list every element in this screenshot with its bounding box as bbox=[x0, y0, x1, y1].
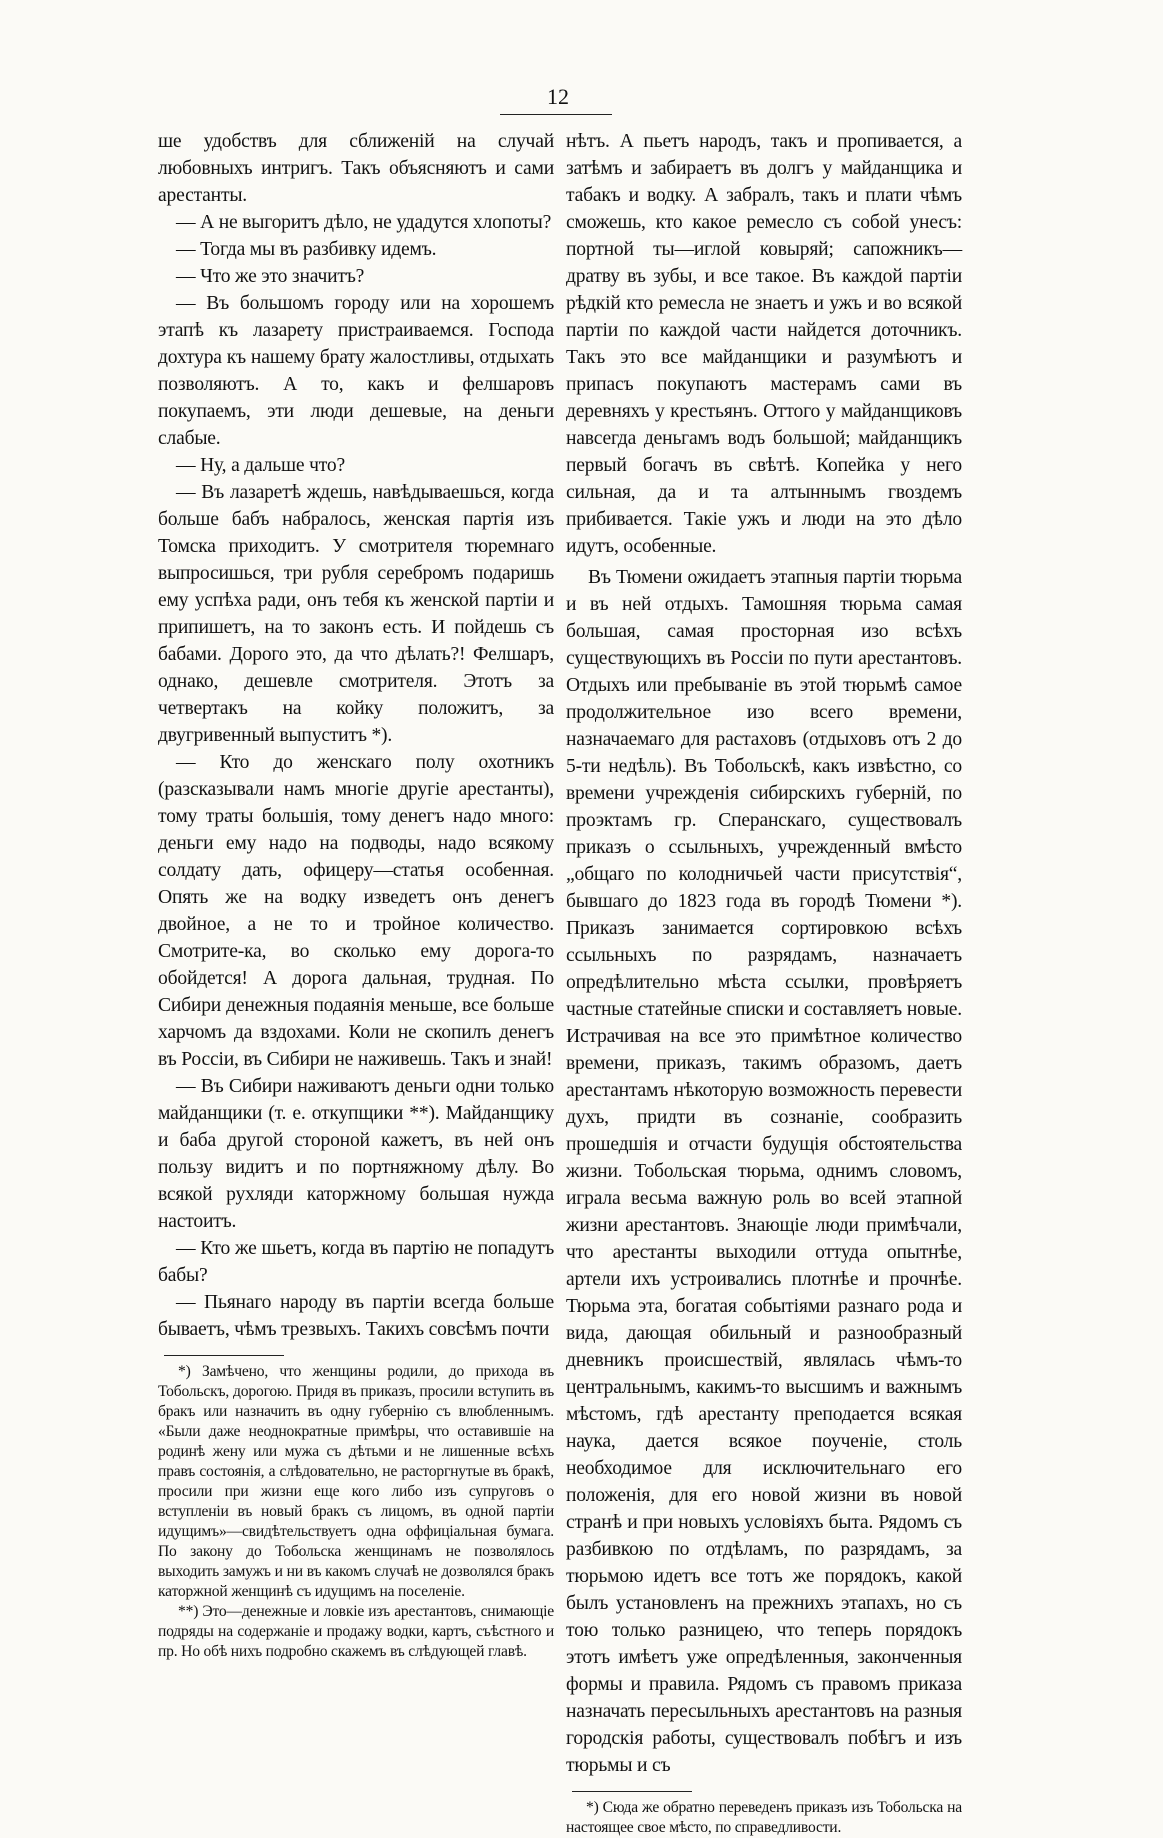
dialogue-line: — Кто до женскаго полу охотникъ (разсказывали намъ многіе другіе арестанты), тому траты большія, тому денегъ надо много: деньги ему надо на подводы, надо всякому солдату дать, офицеру—статья особенная. Опять же на водку изведетъ онъ денегъ двойное, а не то и тройное количество. Смотрите-ка, во сколько ему дорога-то обойдется! А дорога дальная, трудная. По Сибири денежныя подаянія меньше, все больше харчомъ да вздохами. Коли не скопилъ денегъ въ Россіи, въ Сибири не наживешь. Такъ и знай! bbox=[158, 752, 554, 1070]
page-number-rule bbox=[500, 114, 612, 115]
dialogue-line: — Что же это значитъ? bbox=[176, 266, 365, 287]
left-footnotes bbox=[158, 1362, 554, 1662]
dialogue-line: — Кто же шьетъ, когда въ партію не попадутъ бабы? bbox=[158, 1238, 554, 1286]
dialogue-line: — Въ Сибири наживаютъ деньги одни только майданщики (т. е. откупщики **). Майданщику и баба другой стороной кажетъ, въ ней онъ пользу видитъ и по портняжному дѣлу. Во всякой рухляди каторжному большая нужда настоитъ. bbox=[158, 1076, 554, 1232]
paragraph: Въ Тюмени ожидаетъ этапныя партіи тюрьма и въ ней отдыхъ. Тамошняя тюрьма самая большая, самая просторная изо всѣхъ существующихъ въ Россіи по пути арестантовъ. Отдыхъ или пребываніе въ этой тюрьмѣ самое продолжительное изо всего времени, назначаемаго для растаховъ (отдыховъ отъ 2 до 5-ти недѣль). Въ Тобольскѣ, какъ извѣстно, со времени учрежденія сибирскихъ губерній, по проэктамъ гр. Сперанскаго, существовалъ приказъ о ссыльныхъ, учрежденный вмѣсто „общаго по колодничьей части присутствія“, бывшаго до 1823 года въ городѣ Тюмени *). Приказъ занимается сортировкою всѣхъ ссыльныхъ по разрядамъ, назначаетъ опредѣлительно мѣста ссылки, провѣряетъ частные статейные списки и составляетъ новые. Истрачивая на все это примѣтное количество времени, приказъ, такимъ образомъ, даетъ арестантамъ нѣкоторую возможность перевести духъ, придти въ сознаніе, сообразить прошедшія и отчасти будущія обстоятельства жизни. Тобольская тюрьма, однимъ словомъ, играла весьма важную роль во всей этапной жизни арестантовъ. Знающіе люди примѣчали, что арестанты выходили оттуда опытнѣе, артели ихъ устроивались плотнѣе и прочнѣе. Тюрьма эта, богатая событіями разнаго рода и вида, дающая обильный и разнообразный дневникъ происшествій, являлась чѣмъ-то центральнымъ, какимъ-то высшимъ и важнымъ мѣстомъ, гдѣ арестанту преподается всякая наука, дается всякое поученіе, столь необходимое для исключительнаго его положенія, для его новой жизни въ новой странѣ и при новыхъ условіяхъ быта. Рядомъ съ разбивкою по отдѣламъ, по разрядамъ, за тюрьмою идетъ все тотъ же порядокъ, какой былъ установленъ на прежнихъ этапахъ, но съ тою только разницею, что теперь порядокъ этотъ имѣетъ уже опредѣленныя, законченныя формы и правила. Рядомъ съ правомъ приказа назначать пересыльныхъ арестантовъ на разныя городскія работы, существовалъ побѣгъ и изъ тюрьмы и съ bbox=[566, 567, 962, 1776]
footnote: *) Сюда же обратно переведенъ приказъ изъ Тобольска на настоящее свое мѣсто, по справедливости. bbox=[566, 1799, 962, 1836]
dialogue-line: — Пьянаго народу въ партіи всегда больше бываетъ, чѣмъ трезвыхъ. Такихъ совсѣмъ почти bbox=[158, 1292, 554, 1340]
footnote: *) Замѣчено, что женщины родили, до прихода въ Тобольскъ, дорогою. Придя въ приказъ, просили вступить въ бракъ или назначить въ одну губернію съ влюбленнымъ. «Были даже неоднократные примѣры, что оставившіе на родинѣ жену или мужа съ дѣтьми и не лишенные всѣхъ правъ состоянія, а слѣдовательно, не расторгнутые въ бракѣ, просили при жизни еще кого либо изъ супруговъ о вступленіи въ новый бракъ съ лицомъ, въ одной партіи идущимъ»—свидѣтельствуетъ одна оффиціальная бумага. По закону до Тобольска женщинамъ не позволялось выходить замужъ и ни въ какомъ случаѣ не дозволялся бракъ каторжной женщинѣ съ идущимъ на поселеніе. bbox=[158, 1363, 554, 1600]
paragraph: нѣтъ. А пьетъ народъ, такъ и пропивается, а затѣмъ и забираетъ въ долгъ у майданщика и табакъ и водку. А забралъ, такъ и плати чѣмъ сможешь, кто какое ремесло съ собой унесъ: портной ты—иглой ковыряй; сапожникъ—дратву въ зубы, и все такое. Въ каждой партіи рѣдкій кто ремесла не знаетъ и ужъ и во всякой партіи по каждой части найдется доточникъ. Такъ это все майданщики и разумѣютъ и припасъ покупаютъ мастерамъ сами въ деревняхъ у крестьянъ. Оттого у майданщиковъ навсегда деньгамъ водъ большой; майданщикъ первый богачъ въ свѣтѣ. Копейка у него сильная, да и та алтыннымъ гвоздемъ прибивается. Такіе ужъ и люди на это дѣло идутъ, особенные. bbox=[566, 131, 962, 557]
dialogue-line: — Тогда мы въ разбивку идемъ. bbox=[176, 239, 437, 260]
dialogue-line: — Въ большомъ городу или на хорошемъ этапѣ къ лазарету пристраиваемся. Господа дохтура къ нашему брату жалостливы, отдыхать позволяютъ. А то, какъ и фелшаровъ покупаемъ, эти люди дешевые, на деньги слабые. bbox=[158, 293, 554, 449]
right-column bbox=[566, 128, 962, 1838]
dialogue-line: — Въ лазаретѣ ждешь, навѣдываешься, когда больше бабъ набралось, женская партія изъ Томска приходитъ. У смотрителя тюремнаго выпросишься, три рубля серебромъ подаришь ему успѣха ради, онъ тебя къ женской партіи и припишетъ, на то законъ есть. И пойдешь съ бабами. Дорого это, да что дѣлать?! Фелшаръ, однако, дешевле смотрителя. Этотъ за четвертакъ на койку положитъ, за двугривенный выпуститъ *). bbox=[158, 482, 554, 746]
footnote-separator bbox=[164, 1355, 284, 1356]
dialogue-line: — Ну, а дальше что? bbox=[176, 455, 345, 476]
right-footnotes bbox=[566, 1798, 962, 1838]
page-number: 12 bbox=[547, 84, 569, 109]
left-column bbox=[158, 128, 554, 1662]
left-column-text bbox=[158, 128, 554, 1343]
dialogue-line: — А не выгоритъ дѣло, не удадутся хлопоты? bbox=[176, 212, 552, 233]
footnote-separator bbox=[572, 1791, 692, 1792]
footnote: **) Это—денежные и ловкіе изъ арестантовъ, снимающіе подряды на содержаніе и продажу водки, картъ, съѣстного и пр. Но обѣ нихъ подробно скажемъ въ слѣдующей главѣ. bbox=[158, 1603, 554, 1660]
right-column-text bbox=[566, 128, 962, 1779]
paragraph: ше удобствъ для сближеній на случай любовныхъ интригъ. Такъ объясняютъ и сами арестанты. bbox=[158, 131, 554, 206]
